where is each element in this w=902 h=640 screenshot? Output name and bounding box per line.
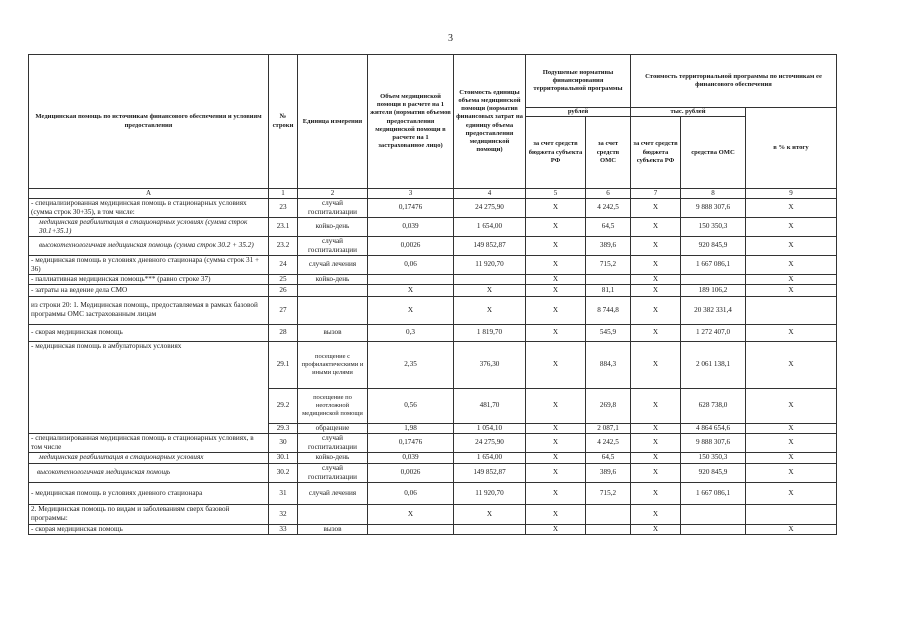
row-percap-oms: 715,2 [586, 255, 631, 274]
table-row [29, 274, 837, 284]
header-col-1: № строки [269, 55, 298, 189]
row-line: 26 [269, 284, 298, 296]
row-name: 2. Медицинская помощь по видам и заболеваниям сверх базовой программы: [29, 504, 269, 524]
row-percap-budget: X [526, 482, 586, 504]
row-cost-budget: X [631, 296, 681, 324]
row-unit-cost: X [454, 284, 526, 296]
row-cost-budget: X [631, 341, 681, 388]
row-volume: 0,56 [368, 388, 454, 423]
row-unit: случай госпитализации [298, 463, 368, 482]
row-percent: X [746, 236, 837, 255]
row-cost-budget: X [631, 463, 681, 482]
header-col-7: за счет средств бюджета субъекта РФ [631, 117, 681, 189]
row-percent: X [746, 524, 837, 534]
row-unit-cost: X [454, 504, 526, 524]
row-unit: случай госпитализации [298, 433, 368, 452]
row-name: высокотехнологичная медицинская помощь [29, 463, 269, 482]
finance-table [28, 54, 837, 535]
header-unit-78: тыс. рублей [631, 108, 746, 117]
row-percent: X [746, 423, 837, 433]
row-percap-budget: X [526, 388, 586, 423]
row-percent: X [746, 217, 837, 236]
row-name: - затраты на ведение дела СМО [29, 284, 269, 296]
row-cost-budget: X [631, 284, 681, 296]
table-row [29, 433, 837, 452]
row-unit: случай госпитализации [298, 198, 368, 217]
table-row [29, 452, 837, 463]
row-cost-oms: 189 106,2 [681, 284, 746, 296]
row-cost-oms: 1 667 086,1 [681, 482, 746, 504]
table-row [29, 236, 837, 255]
row-unit: посещение с профилактическими и иными целями [298, 341, 368, 388]
row-volume: 0,0026 [368, 463, 454, 482]
row-unit: койко-день [298, 452, 368, 463]
column-number: 8 [681, 189, 746, 199]
row-volume: X [368, 504, 454, 524]
row-percap-oms: 81,1 [586, 284, 631, 296]
row-cost-oms: 2 061 138,1 [681, 341, 746, 388]
row-percent: X [746, 341, 837, 388]
row-line: 23.1 [269, 217, 298, 236]
row-cost-oms [681, 274, 746, 284]
header-col-9: в % к итогу [746, 108, 837, 189]
row-cost-oms: 920 845,9 [681, 236, 746, 255]
table-row [29, 296, 837, 324]
row-unit-cost: 481,70 [454, 388, 526, 423]
row-name: - медицинская помощь в амбулаторных условиях [29, 341, 269, 433]
row-percap-oms: 8 744,8 [586, 296, 631, 324]
row-unit-cost: 24 275,90 [454, 198, 526, 217]
row-cost-oms: 9 888 307,6 [681, 433, 746, 452]
row-name: - специализированная медицинская помощь в стационарных условиях, в том числе [29, 433, 269, 452]
row-cost-budget: X [631, 198, 681, 217]
row-percap-oms [586, 274, 631, 284]
row-cost-budget: X [631, 524, 681, 534]
row-unit: койко-день [298, 217, 368, 236]
row-unit-cost: 149 852,87 [454, 463, 526, 482]
column-number: 7 [631, 189, 681, 199]
row-percap-oms: 715,2 [586, 482, 631, 504]
row-percent: X [746, 463, 837, 482]
row-volume: 0,3 [368, 324, 454, 341]
column-number: А [29, 189, 269, 199]
row-unit: вызов [298, 524, 368, 534]
row-unit-cost: 11 920,70 [454, 255, 526, 274]
row-cost-budget: X [631, 452, 681, 463]
row-cost-oms [681, 504, 746, 524]
row-name: - медицинская помощь в условиях дневного стационара (сумма строк 31 + 36) [29, 255, 269, 274]
row-cost-budget: X [631, 236, 681, 255]
row-volume: 1,98 [368, 423, 454, 433]
row-cost-oms: 20 382 331,4 [681, 296, 746, 324]
row-line: 29.2 [269, 388, 298, 423]
row-percap-budget: X [526, 341, 586, 388]
row-volume: X [368, 284, 454, 296]
header-col-a: Медицинская помощь по источникам финансового обеспечения и условиям предоставления [29, 55, 269, 189]
row-percent: X [746, 284, 837, 296]
row-percap-oms: 64,5 [586, 452, 631, 463]
row-unit-cost [454, 274, 526, 284]
row-percap-budget: X [526, 255, 586, 274]
header-group-789: Стоимость территориальной программы по источникам ее финансового обеспечения [631, 55, 837, 108]
row-cost-oms: 920 845,9 [681, 463, 746, 482]
row-name: - скорая медицинская помощь [29, 324, 269, 341]
row-percap-budget: X [526, 198, 586, 217]
row-unit-cost: X [454, 296, 526, 324]
row-percent [746, 504, 837, 524]
row-line: 30 [269, 433, 298, 452]
header-col-6: за счет средств ОМС [586, 117, 631, 189]
row-percap-budget: X [526, 524, 586, 534]
row-unit-cost [454, 524, 526, 534]
row-percap-budget: X [526, 284, 586, 296]
row-line: 30.1 [269, 452, 298, 463]
row-cost-budget: X [631, 482, 681, 504]
row-percap-oms [586, 524, 631, 534]
row-volume: 0,06 [368, 482, 454, 504]
row-percent: X [746, 274, 837, 284]
row-cost-oms: 1 667 086,1 [681, 255, 746, 274]
row-cost-budget: X [631, 433, 681, 452]
row-cost-oms [681, 524, 746, 534]
row-line: 23 [269, 198, 298, 217]
row-name: высокотехнологичная медицинская помощь (сумма строк 30.2 + 35.2) [29, 236, 269, 255]
row-percap-oms [586, 504, 631, 524]
header-col-5: за счет средств бюджета субъекта РФ [526, 117, 586, 189]
row-percap-budget: X [526, 296, 586, 324]
row-percent: X [746, 482, 837, 504]
row-volume: 0,17476 [368, 433, 454, 452]
row-cost-budget: X [631, 255, 681, 274]
row-cost-oms: 9 888 307,6 [681, 198, 746, 217]
row-cost-oms: 4 864 654,6 [681, 423, 746, 433]
row-percap-oms: 389,6 [586, 236, 631, 255]
table-row [29, 504, 837, 524]
row-unit [298, 296, 368, 324]
row-line: 23.2 [269, 236, 298, 255]
row-line: 30.2 [269, 463, 298, 482]
row-cost-oms: 628 738,0 [681, 388, 746, 423]
table-row [29, 217, 837, 236]
row-percap-budget: X [526, 324, 586, 341]
column-number: 1 [269, 189, 298, 199]
row-line: 24 [269, 255, 298, 274]
table-row [29, 463, 837, 482]
row-volume [368, 274, 454, 284]
row-line: 27 [269, 296, 298, 324]
row-percap-budget: X [526, 217, 586, 236]
row-name: - медицинская помощь в условиях дневного стационара [29, 482, 269, 504]
row-line: 31 [269, 482, 298, 504]
row-line: 29.1 [269, 341, 298, 388]
column-number: 3 [368, 189, 454, 199]
row-unit: обращение [298, 423, 368, 433]
row-line: 28 [269, 324, 298, 341]
row-percent: X [746, 452, 837, 463]
column-number: 6 [586, 189, 631, 199]
column-number: 4 [454, 189, 526, 199]
column-number: 2 [298, 189, 368, 199]
table-row [29, 198, 837, 217]
header-col-4: Стоимость единицы объема медицинской помощи (норматив финансовых затрат на единицу объема предоставления медицинской помощи) [454, 55, 526, 189]
row-percent [746, 296, 837, 324]
row-cost-budget: X [631, 217, 681, 236]
column-number-row [29, 189, 837, 199]
table-row [29, 324, 837, 341]
row-volume: 2,35 [368, 341, 454, 388]
row-unit [298, 284, 368, 296]
row-line: 25 [269, 274, 298, 284]
row-volume [368, 524, 454, 534]
header-unit-56: рублей [526, 108, 631, 117]
row-percap-oms: 4 242,5 [586, 433, 631, 452]
page-number: 3 [448, 33, 453, 44]
row-unit-cost: 1 654,00 [454, 217, 526, 236]
row-line: 32 [269, 504, 298, 524]
row-unit-cost: 376,30 [454, 341, 526, 388]
row-unit-cost: 1 054,10 [454, 423, 526, 433]
row-volume: X [368, 296, 454, 324]
row-percap-oms: 64,5 [586, 217, 631, 236]
header-col-8: средства ОМС [681, 117, 746, 189]
row-name: - паллиативная медицинская помощь*** (равно строке 37) [29, 274, 269, 284]
row-cost-budget: X [631, 274, 681, 284]
row-percap-oms: 4 242,5 [586, 198, 631, 217]
row-percap-budget: X [526, 274, 586, 284]
row-percent: X [746, 388, 837, 423]
row-cost-oms: 150 350,3 [681, 217, 746, 236]
header-col-3: Объем медицинской помощи в расчете на 1 жителя (норматив объемов предоставления медицинской помощи в расчете на 1 застрахованное лицо) [368, 55, 454, 189]
row-name: медицинская реабилитация в стационарных условиях [29, 452, 269, 463]
row-name: медицинская реабилитация в стационарных условиях (сумма строк 30.1+35.1) [29, 217, 269, 236]
row-unit-cost: 1 654,00 [454, 452, 526, 463]
row-name: - скорая медицинская помощь [29, 524, 269, 534]
row-unit-cost: 1 819,70 [454, 324, 526, 341]
row-percent: X [746, 198, 837, 217]
header-group-56: Подушевые нормативы финансирования территориальной программы [526, 55, 631, 108]
row-percap-budget: X [526, 463, 586, 482]
row-unit-cost: 24 275,90 [454, 433, 526, 452]
row-name: - специализированная медицинская помощь в стационарных условиях (сумма строк 30+35), в том числе: [29, 198, 269, 217]
row-volume: 0,0026 [368, 236, 454, 255]
row-percap-budget: X [526, 236, 586, 255]
row-percap-oms: 269,8 [586, 388, 631, 423]
header-col-2: Единица измерения [298, 55, 368, 189]
row-percap-oms: 545,9 [586, 324, 631, 341]
row-cost-budget: X [631, 423, 681, 433]
row-percap-budget: X [526, 423, 586, 433]
row-volume: 0,06 [368, 255, 454, 274]
row-cost-oms: 150 350,3 [681, 452, 746, 463]
row-cost-budget: X [631, 324, 681, 341]
row-percent: X [746, 433, 837, 452]
row-cost-oms: 1 272 407,0 [681, 324, 746, 341]
row-cost-budget: X [631, 504, 681, 524]
row-unit: посещение по неотложной медицинской помощи [298, 388, 368, 423]
row-percap-budget: X [526, 433, 586, 452]
row-percent: X [746, 324, 837, 341]
row-unit: случай лечения [298, 482, 368, 504]
table-row [29, 524, 837, 534]
row-line: 29.3 [269, 423, 298, 433]
row-percap-oms: 389,6 [586, 463, 631, 482]
row-unit-cost: 11 920,70 [454, 482, 526, 504]
column-number: 5 [526, 189, 586, 199]
row-percap-oms: 884,3 [586, 341, 631, 388]
column-number: 9 [746, 189, 837, 199]
table-row [29, 284, 837, 296]
row-line: 33 [269, 524, 298, 534]
row-unit: случай госпитализации [298, 236, 368, 255]
row-unit: вызов [298, 324, 368, 341]
row-percap-budget: X [526, 452, 586, 463]
row-unit-cost: 149 852,87 [454, 236, 526, 255]
row-cost-budget: X [631, 388, 681, 423]
row-unit: случай лечения [298, 255, 368, 274]
row-volume: 0,039 [368, 452, 454, 463]
row-percap-oms: 2 087,1 [586, 423, 631, 433]
row-percap-budget: X [526, 504, 586, 524]
row-volume: 0,17476 [368, 198, 454, 217]
row-percent: X [746, 255, 837, 274]
row-unit [298, 504, 368, 524]
row-name: из строки 20: 1. Медицинская помощь, предоставляемая в рамках базовой программы ОМС застрахованным лицам [29, 296, 269, 324]
row-unit: койко-день [298, 274, 368, 284]
row-volume: 0,039 [368, 217, 454, 236]
table-row [29, 341, 837, 388]
table-row [29, 482, 837, 504]
table-row [29, 255, 837, 274]
